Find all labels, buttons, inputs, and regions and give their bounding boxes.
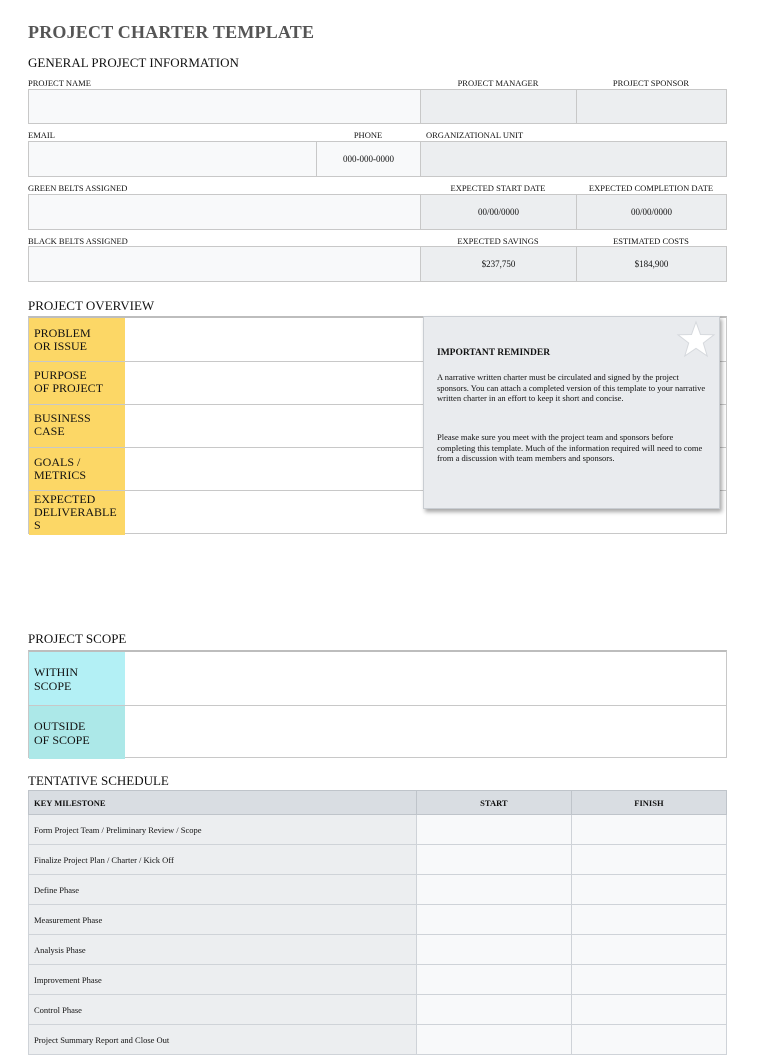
overview-label-line: OF PROJECT — [34, 381, 104, 395]
star-icon — [676, 320, 716, 360]
project-manager-label: PROJECT MANAGER — [457, 78, 539, 88]
finish-cell[interactable] — [571, 905, 726, 935]
page-title: PROJECT CHARTER TEMPLATE — [28, 22, 315, 42]
milestone-cell: Analysis Phase — [29, 935, 417, 965]
finish-cell[interactable] — [571, 815, 726, 845]
start-cell[interactable] — [416, 815, 571, 845]
col-key-milestone: KEY MILESTONE — [29, 791, 417, 815]
col-finish: FINISH — [571, 791, 726, 815]
overview-label-line: EXPECTED — [34, 492, 96, 506]
phone-label: PHONE — [353, 130, 383, 140]
overview-label-line: GOALS / — [34, 455, 81, 469]
scope-label-line: OF SCOPE — [34, 732, 90, 747]
reminder-paragraph-1: A narrative written charter must be circulated and signed by the project sponsors. You can attach a completed version of this template to your narrative written charter in an effort to keep it short and concise. — [437, 372, 706, 403]
milestone-cell: Improvement Phase — [29, 965, 417, 995]
table-row — [29, 845, 727, 875]
org-unit-field[interactable] — [420, 141, 727, 177]
table-row — [29, 935, 727, 965]
schedule-header-row — [29, 791, 727, 815]
overview-label-line: PROBLEM — [34, 326, 91, 340]
overview-label-line: DELIVERABLE — [34, 505, 117, 519]
project-sponsor-field[interactable] — [576, 89, 727, 124]
project-manager-field[interactable] — [420, 89, 577, 124]
overview-label-business-case — [29, 405, 125, 448]
milestone-cell: Finalize Project Plan / Charter / Kick Off — [29, 845, 417, 875]
milestone-cell: Form Project Team / Preliminary Review / Scope — [29, 815, 417, 845]
scope-label-within — [29, 652, 125, 705]
phone-field[interactable]: 000-000-0000 — [316, 141, 421, 177]
schedule-table — [28, 790, 727, 1055]
expected-savings-field[interactable]: $237,750 — [420, 246, 577, 282]
black-belts-label: BLACK BELTS ASSIGNED — [28, 236, 128, 246]
milestone-cell: Define Phase — [29, 875, 417, 905]
scope-row-within[interactable] — [29, 652, 726, 705]
expected-start-label: EXPECTED START DATE — [450, 183, 546, 193]
scope-label-line: WITHIN — [34, 664, 78, 679]
start-cell[interactable] — [416, 965, 571, 995]
finish-cell[interactable] — [571, 935, 726, 965]
estimated-costs-field[interactable]: $184,900 — [576, 246, 727, 282]
table-row — [29, 905, 727, 935]
overview-label-line: METRICS — [34, 468, 87, 482]
start-cell[interactable] — [416, 935, 571, 965]
start-cell[interactable] — [416, 845, 571, 875]
table-row — [29, 815, 727, 845]
milestone-cell: Control Phase — [29, 995, 417, 1025]
expected-completion-field[interactable]: 00/00/0000 — [576, 194, 727, 230]
expected-start-field[interactable]: 00/00/0000 — [420, 194, 577, 230]
scope-label-line: SCOPE — [34, 678, 72, 693]
general-info-heading: GENERAL PROJECT INFORMATION — [28, 55, 239, 70]
reminder-heading: IMPORTANT REMINDER — [437, 348, 551, 358]
overview-label-goals — [29, 448, 125, 491]
project-overview-heading: PROJECT OVERVIEW — [28, 298, 155, 313]
start-cell[interactable] — [416, 1025, 571, 1055]
tentative-schedule-heading: TENTATIVE SCHEDULE — [28, 773, 169, 788]
project-name-field[interactable] — [28, 89, 421, 124]
finish-cell[interactable] — [571, 1025, 726, 1055]
overview-label-problem — [29, 318, 125, 361]
project-scope-heading: PROJECT SCOPE — [28, 631, 127, 646]
overview-label-line: OR ISSUE — [34, 339, 88, 353]
finish-cell[interactable] — [571, 965, 726, 995]
scope-label-line: OUTSIDE — [34, 718, 86, 733]
org-unit-label: ORGANIZATIONAL UNIT — [426, 130, 524, 140]
table-row — [29, 875, 727, 905]
scope-label-outside — [29, 706, 125, 759]
milestone-cell: Measurement Phase — [29, 905, 417, 935]
green-belts-label: GREEN BELTS ASSIGNED — [28, 183, 128, 193]
table-row — [29, 965, 727, 995]
overview-label-line: BUSINESS — [34, 411, 91, 425]
project-name-label: PROJECT NAME — [28, 78, 91, 88]
finish-cell[interactable] — [571, 845, 726, 875]
project-sponsor-label: PROJECT SPONSOR — [612, 78, 690, 88]
important-reminder-callout — [423, 316, 720, 509]
overview-label-deliverables — [29, 491, 125, 535]
finish-cell[interactable] — [571, 875, 726, 905]
table-row — [29, 995, 727, 1025]
start-cell[interactable] — [416, 995, 571, 1025]
overview-label-purpose — [29, 362, 125, 405]
table-row — [29, 1025, 727, 1055]
col-start: START — [416, 791, 571, 815]
expected-savings-label: EXPECTED SAVINGS — [457, 236, 539, 246]
overview-label-line: CASE — [34, 424, 65, 438]
email-field[interactable] — [28, 141, 317, 177]
reminder-paragraph-2: Please make sure you meet with the project team and sponsors before completing this template. Much of the information required will need to come from a discussion with team members and sponsors. — [437, 432, 703, 463]
scope-row-outside[interactable] — [29, 705, 726, 759]
expected-completion-label: EXPECTED COMPLETION DATE — [588, 183, 714, 193]
start-cell[interactable] — [416, 905, 571, 935]
black-belts-field[interactable] — [28, 246, 421, 282]
milestone-cell: Project Summary Report and Close Out — [29, 1025, 417, 1055]
email-label: EMAIL — [28, 130, 55, 140]
green-belts-field[interactable] — [28, 194, 421, 230]
start-cell[interactable] — [416, 875, 571, 905]
finish-cell[interactable] — [571, 995, 726, 1025]
estimated-costs-label: ESTIMATED COSTS — [613, 236, 689, 246]
overview-label-line: PURPOSE — [34, 368, 87, 382]
overview-label-line: S — [34, 518, 41, 532]
scope-table — [28, 650, 727, 758]
